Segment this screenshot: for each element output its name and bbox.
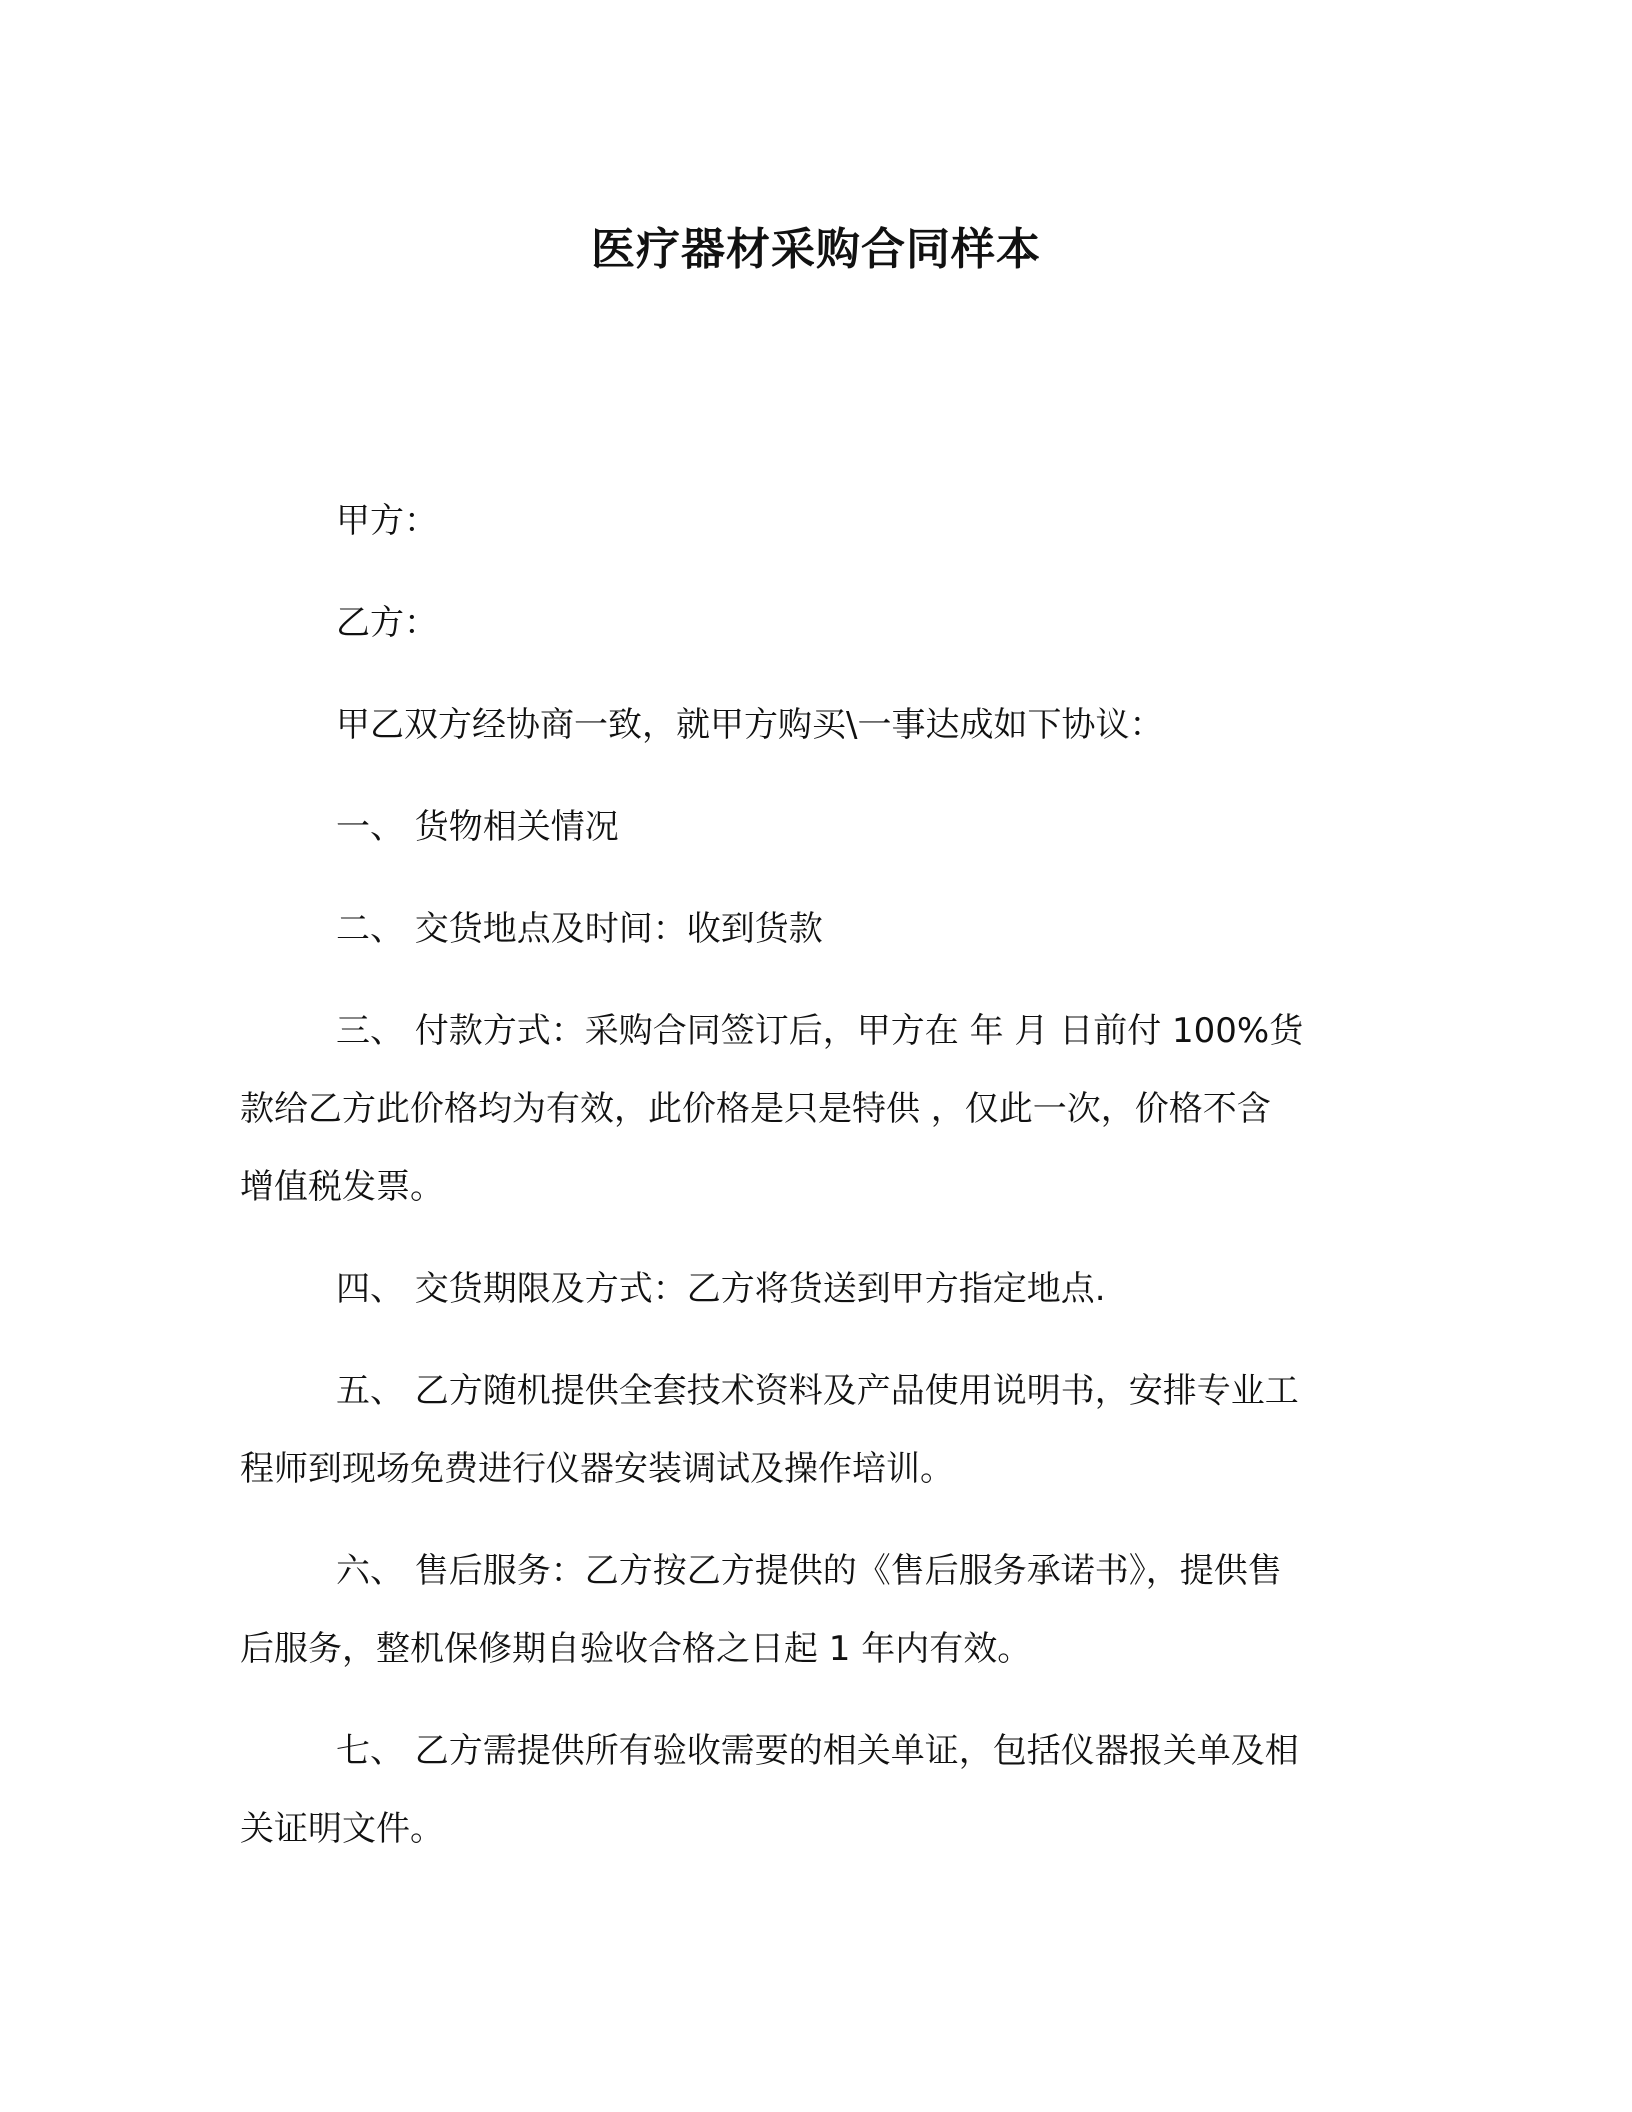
party-a-label: 甲方： xyxy=(336,501,438,541)
clause-5-line-2: 程师到现场免费进行仪器安装调试及操作培训。 xyxy=(240,1449,954,1489)
clause-2 xyxy=(240,890,1390,968)
clause-7-line-2: 关证明文件。 xyxy=(240,1809,444,1849)
clause-6-line-1: 六、 售后服务：乙方按乙方提供的《售后服务承诺书》，提供售 xyxy=(336,1551,1282,1591)
clause-3 xyxy=(240,992,1390,1226)
clause-1 xyxy=(240,788,1390,866)
clause-7-line-1: 七、 乙方需提供所有验收需要的相关单证，包括仪器报关单及相 xyxy=(336,1731,1299,1771)
clause-4-line-1: 四、 交货期限及方式：乙方将货送到甲方指定地点. xyxy=(336,1269,1106,1309)
clause-3-line-2: 款给乙方此价格均为有效，此价格是只是特供 ，仅此一次，价格不含 xyxy=(240,1089,1271,1129)
intro-paragraph xyxy=(240,686,1390,764)
clause-3-line-1: 三、 付款方式：采购合同签订后，甲方在 年 月 日前付 100%货 xyxy=(336,1011,1304,1051)
party-b-line xyxy=(240,584,1390,662)
party-b-label: 乙方： xyxy=(336,603,438,643)
clause-3-line-3: 增值税发票。 xyxy=(240,1167,444,1207)
intro-text: 甲乙双方经协商一致，就甲方购买\一事达成如下协议： xyxy=(336,705,1164,745)
document-title: 医疗器材采购合同样本 xyxy=(591,224,1041,275)
clause-4 xyxy=(240,1250,1390,1328)
clause-5 xyxy=(240,1352,1390,1508)
clause-1-line-1: 一、 货物相关情况 xyxy=(336,807,619,847)
clause-5-line-1: 五、 乙方随机提供全套技术资料及产品使用说明书，安排专业工 xyxy=(336,1371,1299,1411)
clause-6 xyxy=(240,1532,1390,1688)
clause-2-line-1: 二、 交货地点及时间：收到货款 xyxy=(336,909,823,949)
clause-7 xyxy=(240,1712,1390,1868)
clause-6-line-2: 后服务，整机保修期自验收合格之日起 1 年内有效。 xyxy=(240,1629,1032,1669)
party-a-line xyxy=(240,482,1390,560)
